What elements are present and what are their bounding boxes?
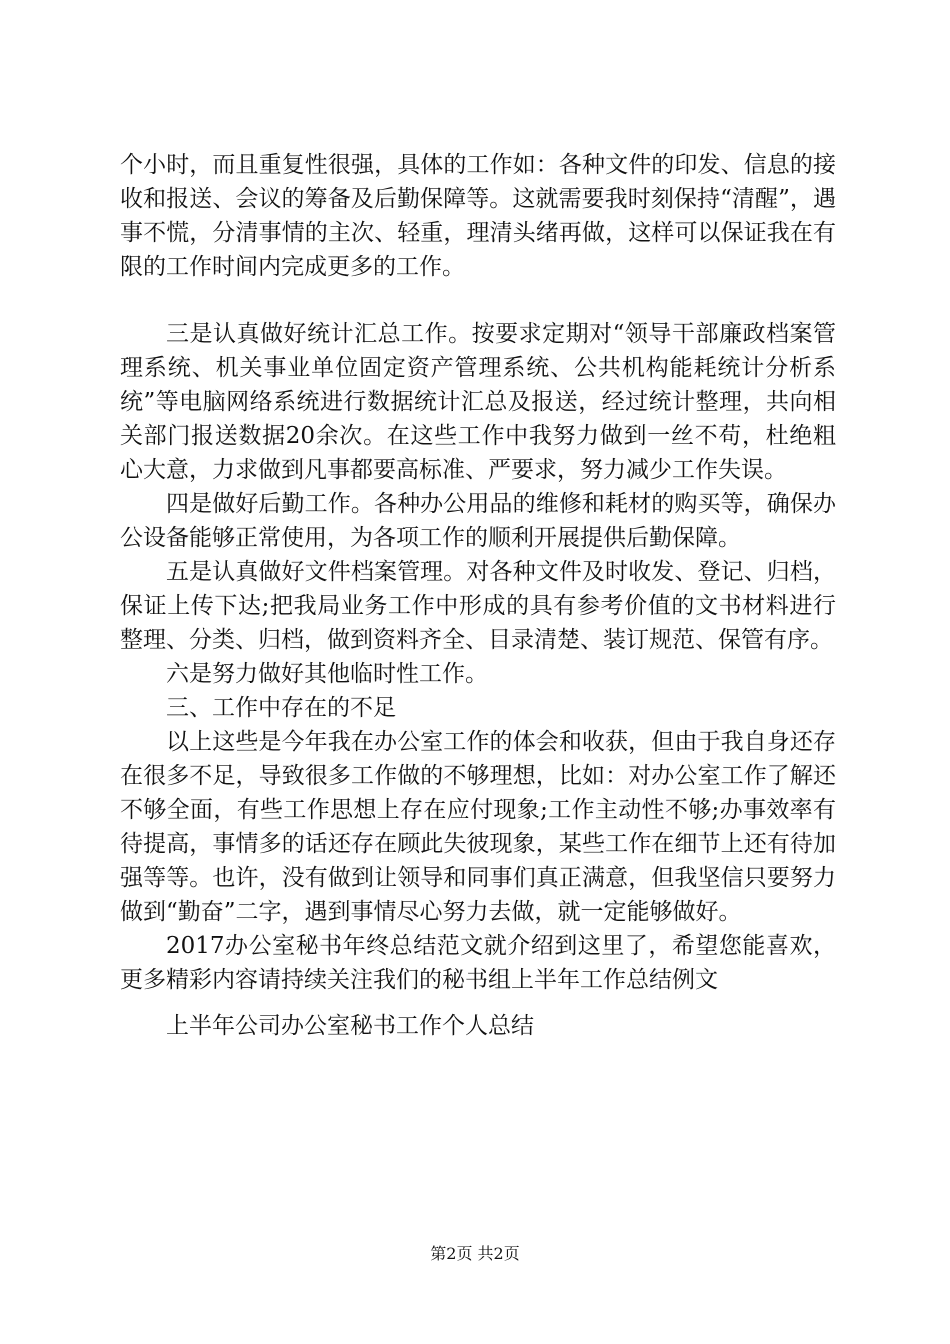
paragraph-shortcomings: 以上这些是今年我在办公室工作的体会和收获，但由于我自身还存在很多不足，导致很多工作做的不够理想，比如：对办公室工作了解还不够全面，有些工作思想上存在应付现象;工作主动性不够;办事效率有待提高，事情多的话还存在顾此失彼现象，某些工作在细节上还有待加强等等。也许，没有做到让领导和同事们真正满意，但我坚信只要努力做到“勤奋”二字，遇到事情尽心努力去做，就一定能够做好。 xyxy=(120,729,836,925)
paragraph-closing: 2017办公室秘书年终总结范文就介绍到这里了，希望您能喜欢，更多精彩内容请持续关注我们的秘书组上半年工作总结例文 xyxy=(120,933,836,993)
paragraph-logistics-work: 四是做好后勤工作。各种办公用品的维修和耗材的购买等，确保办公设备能够正常使用，为各项工作的顺利开展提供后勤保障。 xyxy=(120,491,836,551)
page-footer: 第2页 共2页 xyxy=(430,1244,520,1263)
document-body xyxy=(120,148,836,1043)
section-heading-shortcomings: 三、工作中存在的不足 xyxy=(166,695,396,721)
paragraph-archive-management: 五是认真做好文件档案管理。对各种文件及时收发、登记、归档，保证上传下达;把我局业务工作中形成的具有参考价值的文书材料进行整理、分类、归档，做到资料齐全、目录清楚、装订规范、保管有序。 xyxy=(120,559,836,653)
related-article-title: 上半年公司办公室秘书工作个人总结 xyxy=(166,1013,534,1039)
paragraph-temporary-work: 六是努力做好其他临时性工作。 xyxy=(166,661,488,687)
paragraph-continuation: 个小时，而且重复性很强，具体的工作如：各种文件的印发、信息的接收和报送、会议的筹备及后勤保障等。这就需要我时刻保持“清醒”，遇事不慌，分清事情的主次、轻重，理清头绪再做，这样可以保证我在有限的工作时间内完成更多的工作。 xyxy=(120,152,836,280)
paragraph-statistics-work: 三是认真做好统计汇总工作。按要求定期对“领导干部廉政档案管理系统、机关事业单位固定资产管理系统、公共机构能耗统计分析系统”等电脑网络系统进行数据统计汇总及报送，经过统计整理，共向相关部门报送数据20余次。在这些工作中我努力做到一丝不苟，杜绝粗心大意，力求做到凡事都要高标准、严要求，努力减少工作失误。 xyxy=(120,321,836,483)
